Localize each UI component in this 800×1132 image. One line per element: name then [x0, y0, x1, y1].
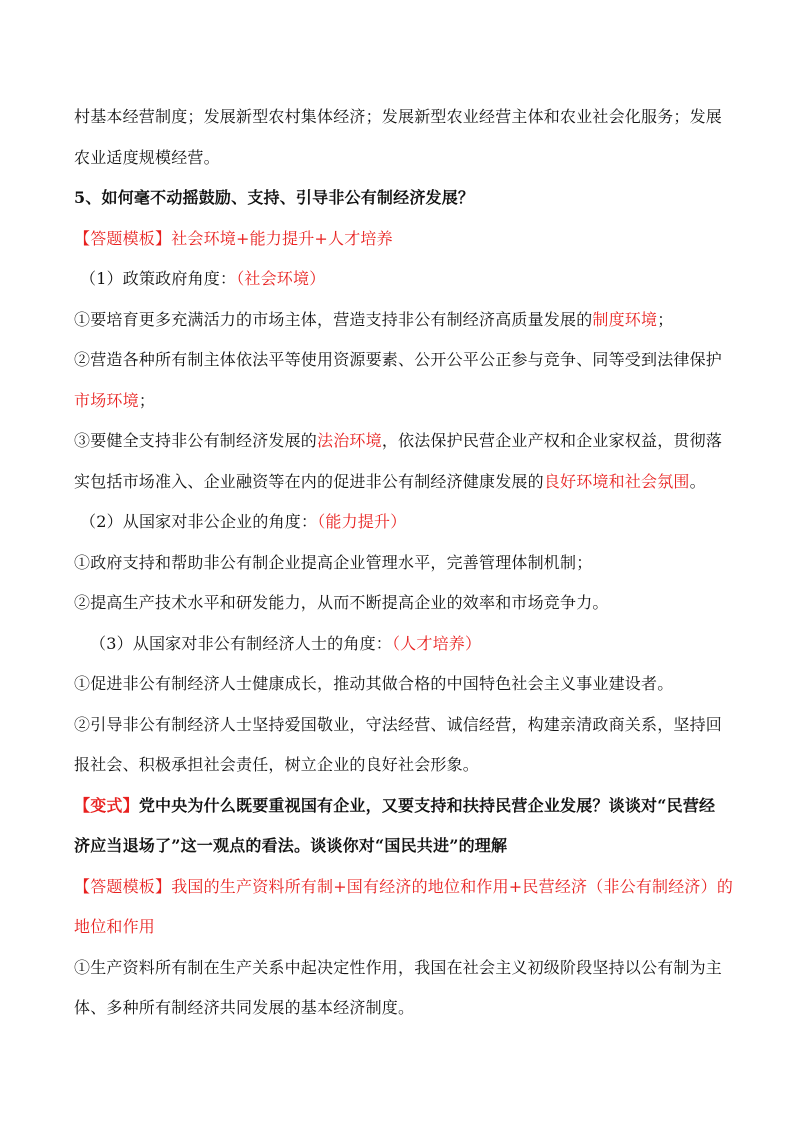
answer-template-tag: 【答题模板】	[74, 877, 172, 896]
answer-template-text: 我国的生产资料所有制+国有经济的地位和作用+民营经济（非公有制经济）的	[171, 877, 734, 896]
variant-question	[74, 795, 734, 817]
list-item: ①政府支持和帮助非公有制企业提高企业管理水平，完善管理体制机制；	[74, 553, 593, 572]
list-item	[74, 309, 734, 331]
section-tag: （社会环境）	[236, 269, 326, 288]
section-3-heading	[90, 633, 750, 655]
section-label: （1）政策政府角度：	[80, 269, 237, 288]
list-item: ①生产资料所有制在生产关系中起决定性作用，我国在社会主义初级阶段坚持以公有制为主	[74, 958, 723, 977]
answer-template	[74, 228, 734, 250]
item-text: ①要培育更多充满活力的市场主体，营造支持非公有制经济高质量发展的	[74, 310, 593, 329]
answer-template-tag: 【答题模板】	[74, 229, 172, 248]
paragraph-line: 村基本经营制度；发展新型农村集体经济；发展新型农业经营主体和农业社会化服务；发展	[74, 107, 723, 126]
list-item: ②引导非公有制经济人士坚持爱国敬业，守法经营、诚信经营，构建亲清政商关系，坚持回	[74, 715, 723, 734]
item-text: ③要健全支持非公有制经济发展的	[74, 431, 318, 450]
section-label: （2）从国家对非公企业的角度：	[80, 512, 318, 531]
section-tag: （人才培养）	[391, 634, 482, 653]
paragraph-line: 农业适度规模经营。	[74, 148, 220, 167]
variant-answer-template-continued: 地位和作用	[74, 917, 156, 936]
section-1-heading	[80, 268, 740, 290]
list-item-continued	[74, 390, 734, 412]
highlight-text: 市场环境	[74, 391, 139, 410]
item-text: 。	[689, 472, 706, 491]
variant-title: 党中央为什么既要重视国有企业，又要支持和扶持民营企业发展？谈谈对“民营经	[138, 796, 716, 815]
item-text: 实包括市场准入、企业融资等在内的促进非公有制经济健康发展的	[74, 472, 544, 491]
variant-answer-template	[74, 876, 734, 898]
item-text: ；	[138, 391, 156, 410]
answer-template-text: 社会环境+能力提升+人才培养	[171, 229, 393, 248]
item-text: ，依法保护民营企业产权和企业家权益，贯彻落	[381, 431, 723, 450]
list-item	[74, 430, 734, 452]
section-2-heading	[80, 511, 740, 533]
highlight-text: 制度环境	[592, 310, 658, 329]
list-item-continued: 体、多种所有制经济共同发展的基本经济制度。	[74, 998, 415, 1017]
section-label: （3）从国家对非公有制经济人士的角度：	[90, 634, 392, 653]
list-item: ②提高生产技术水平和研发能力，从而不断提高企业的效率和市场竞争力。	[74, 593, 609, 612]
item-text: ；	[657, 310, 674, 329]
section-tag: （能力提升）	[317, 512, 407, 531]
variant-tag: 【变式】	[74, 796, 139, 815]
highlight-text: 法治环境	[317, 431, 382, 450]
list-item: ①促进非公有制经济人士健康成长，推动其做合格的中国特色社会主义事业建设者。	[74, 674, 674, 693]
list-item: ②营造各种所有制主体依法平等使用资源要素、公开公平公正参与竞争、同等受到法律保护	[74, 350, 723, 369]
highlight-text: 良好环境和社会氛围	[543, 472, 690, 491]
list-item-continued	[74, 471, 734, 493]
variant-question-continued: 济应当退场了”这一观点的看法。谈谈你对“国民共进”的理解	[74, 836, 508, 855]
list-item-continued: 报社会、积极承担社会责任，树立企业的良好社会形象。	[74, 755, 480, 774]
question-5-title: 5、如何毫不动摇鼓励、支持、引导非公有制经济发展？	[74, 188, 475, 207]
